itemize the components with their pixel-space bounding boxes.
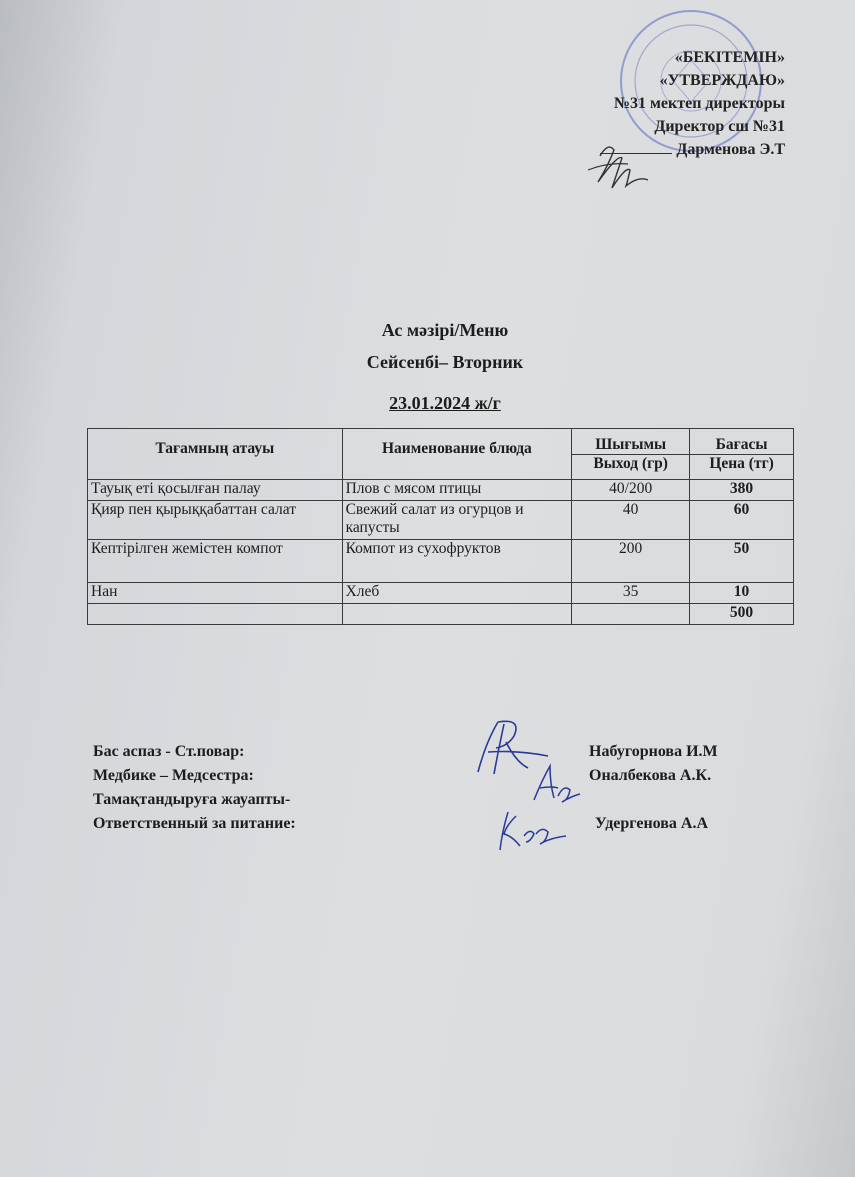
role-nurse: Медбике – Медсестра: (93, 767, 254, 784)
menu-table (87, 428, 794, 625)
approval-kz: «БЕКІТЕМІН» (674, 49, 785, 66)
dish-price: 60 (690, 501, 794, 540)
menu-title: Ас мәзірі/Меню (381, 320, 509, 340)
dish-output: 35 (572, 583, 690, 604)
dish-ru: Свежий салат из огурцов и капусты (342, 501, 572, 540)
name-responsible: Удергенова А.А (595, 815, 709, 832)
header-output-kz: Шығымы (572, 429, 690, 455)
nurse-signature (524, 760, 584, 810)
day-title: Сейсенбі– Вторник (366, 352, 524, 372)
header-ru-name: Наименование блюда (342, 429, 572, 480)
approval-position-kz: №31 мектеп директоры (613, 95, 785, 112)
dish-ru: Хлеб (342, 583, 572, 604)
header-kz-name: Тағамның атауы (88, 429, 343, 480)
name-chef: Набугорнова И.М (589, 743, 718, 760)
dish-kz: Нан (88, 583, 343, 604)
dish-price: 380 (690, 480, 794, 501)
signature-names (589, 740, 718, 836)
name-nurse: Оналбекова А.К. (589, 767, 712, 784)
responsible-signature (486, 806, 576, 856)
dish-output: 40 (572, 501, 690, 540)
menu-date: 23.01.2024 ж/г (389, 393, 501, 413)
header-price-ru: Цена (тг) (690, 454, 794, 480)
dish-ru: Компот из сухофруктов (342, 540, 572, 583)
signature-roles (93, 740, 296, 836)
dish-kz: Тауық еті қосылған палау (88, 480, 343, 501)
total-row (88, 604, 794, 625)
table-row (88, 540, 794, 583)
dish-price: 10 (690, 583, 794, 604)
approval-ru: «УТВЕРЖДАЮ» (659, 72, 785, 89)
total-price: 500 (690, 604, 794, 625)
table-row (88, 583, 794, 604)
header-price-kz: Бағасы (690, 429, 794, 455)
approval-position-ru: Директор сш №31 (654, 118, 785, 135)
director-name: Дарменова Э.Т (676, 141, 785, 158)
dish-kz: Қияр пен қырыққабаттан салат (88, 501, 343, 540)
role-chef: Бас аспаз - Ст.повар: (93, 743, 245, 760)
director-signature (578, 136, 650, 206)
dish-kz: Кептірілген жемістен компот (88, 540, 343, 583)
role-responsible-kz: Тамақтандыруға жауапты- (93, 791, 291, 808)
dish-ru: Плов с мясом птицы (342, 480, 572, 501)
table-row (88, 501, 794, 540)
table-row (88, 480, 794, 501)
role-responsible-ru: Ответственный за питание: (93, 815, 296, 832)
dish-output: 200 (572, 540, 690, 583)
table-header-row (88, 429, 794, 455)
header-output-ru: Выход (гр) (572, 454, 690, 480)
dish-output: 40/200 (572, 480, 690, 501)
dish-price: 50 (690, 540, 794, 583)
